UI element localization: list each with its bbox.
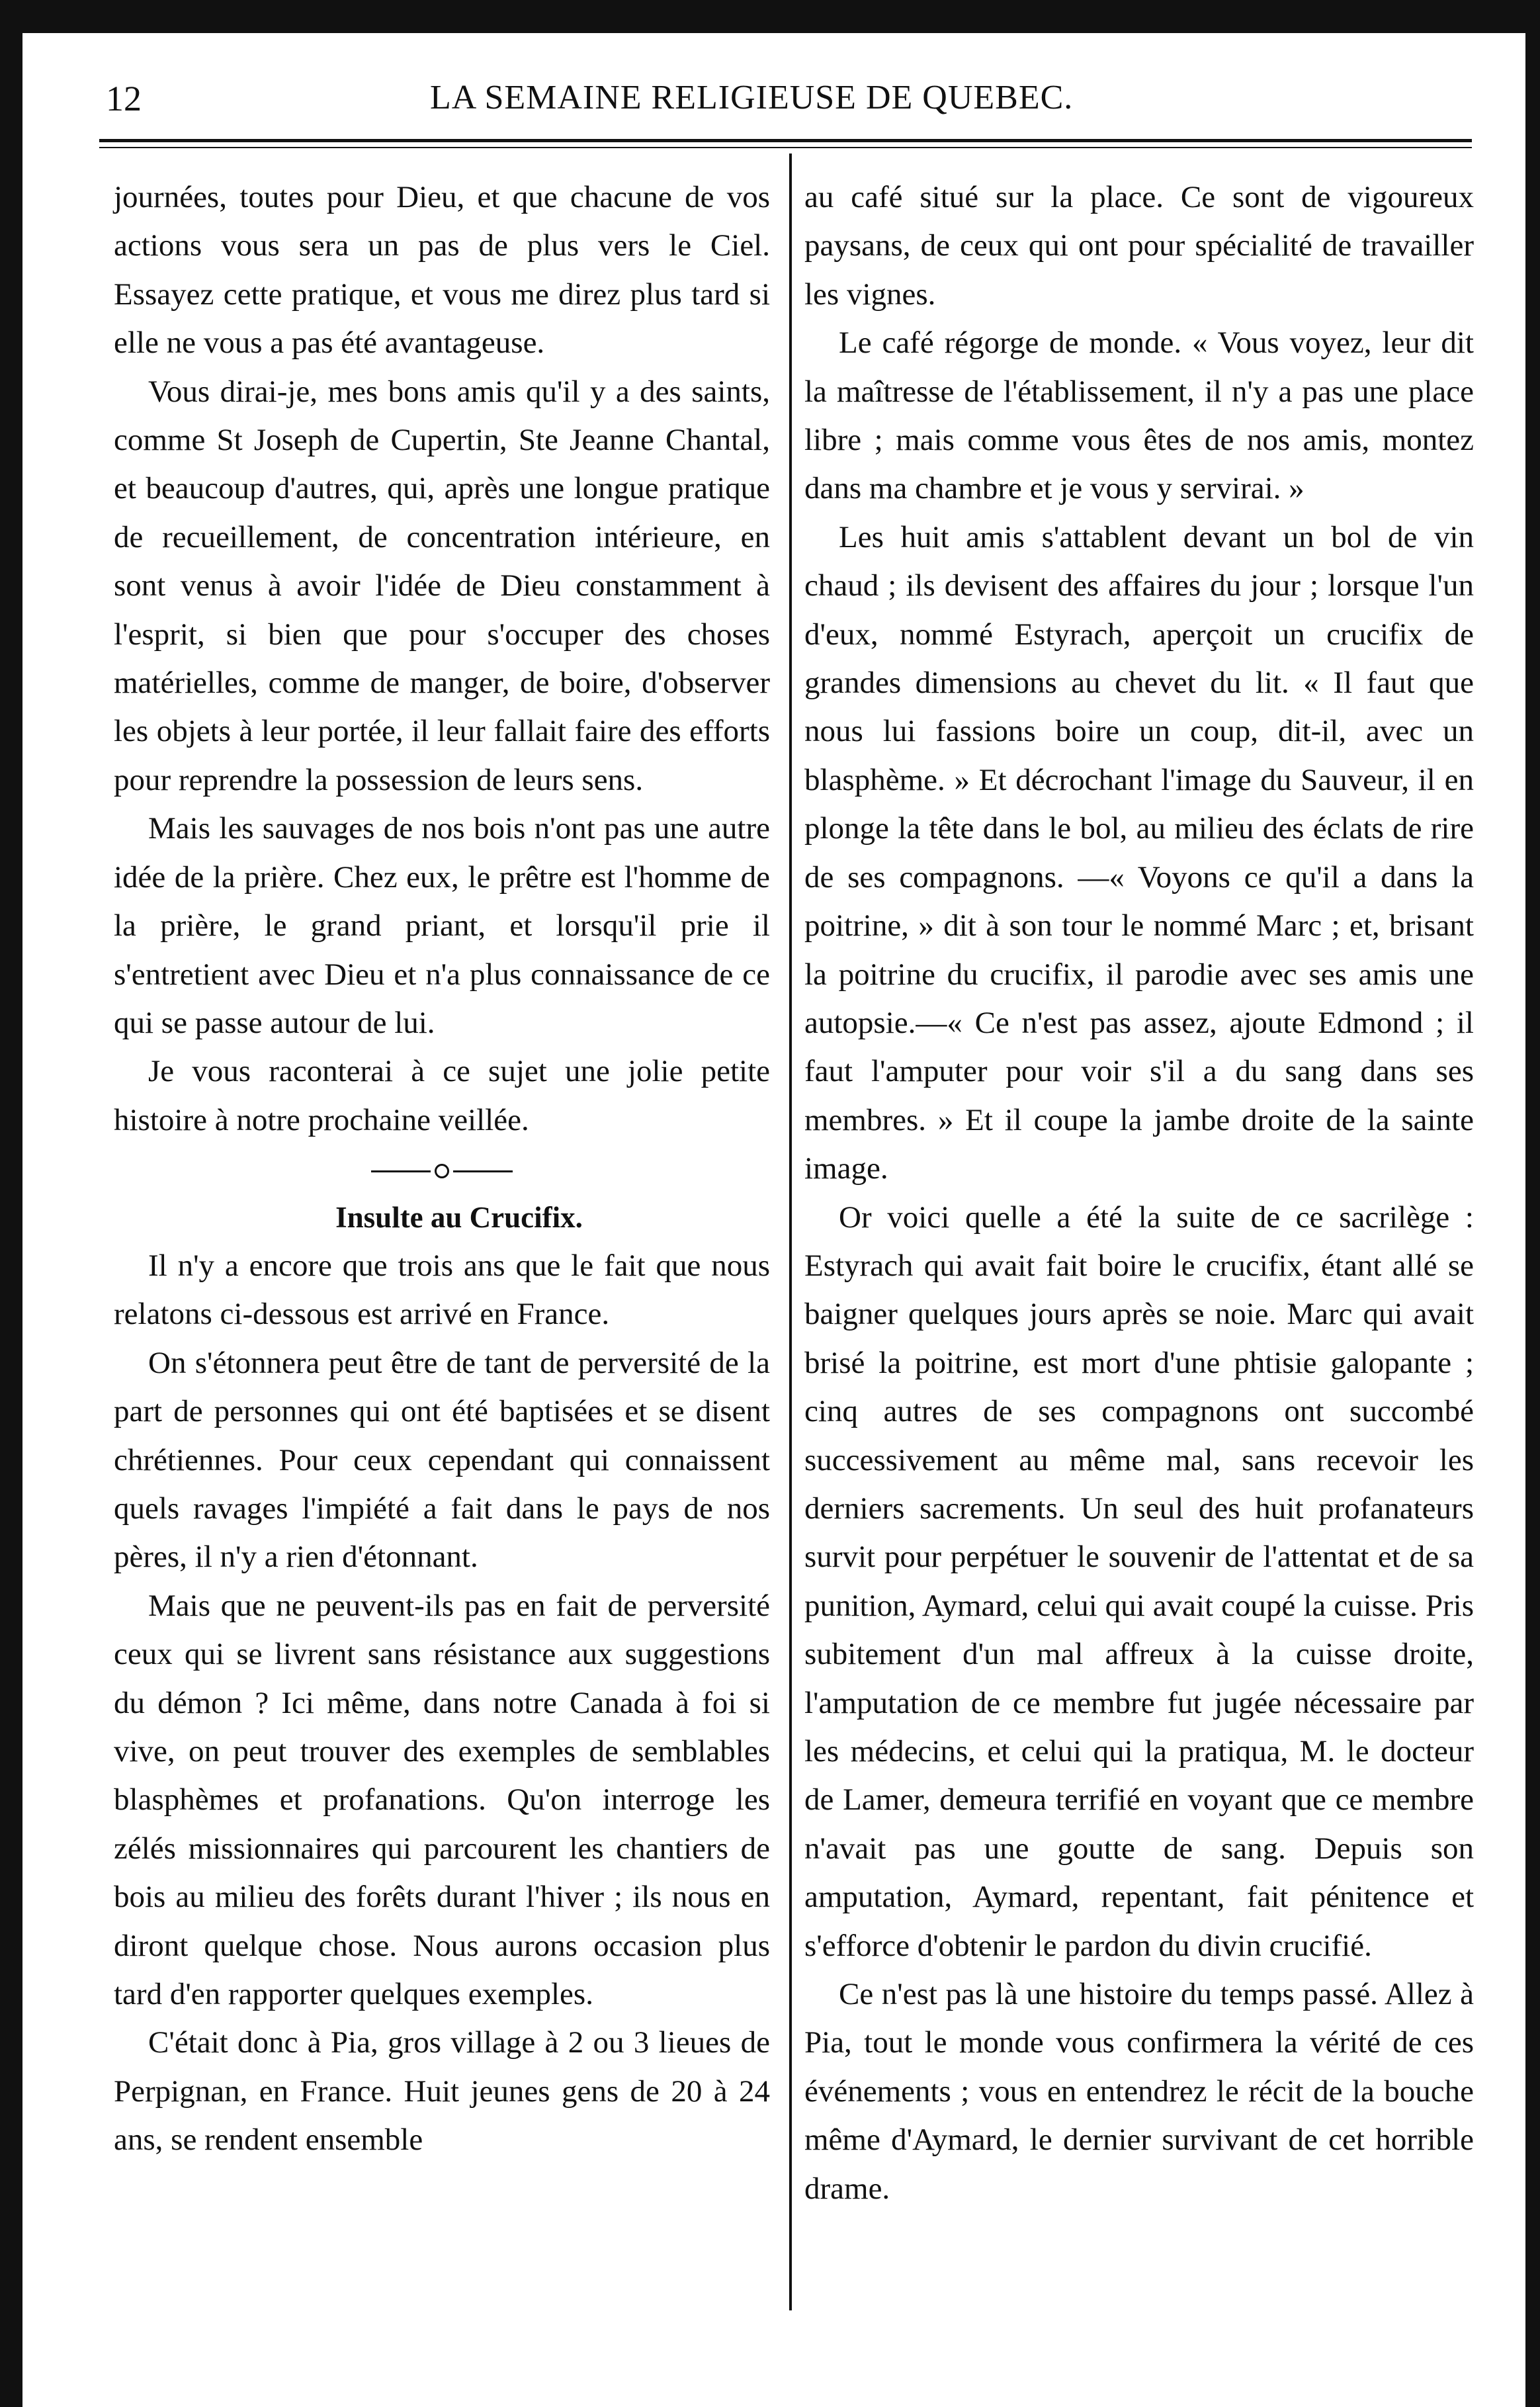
section-separator	[114, 1145, 770, 1193]
left-paragraph-7: Mais que ne peuvent-ils pas en fait de perversité ceux qui se livrent sans résistance aux suggestions du démon ? Ici même, dans notre Canada à foi si vive, on peut trouver des exemples de semblables blasphèmes et profanations. Qu'on interroge les zélés missionnaires qui parcourent les chantiers de bois au milieu des forêts durant l'hiver ; ils nous en diront quelque chose. Nous aurons occasion plus tard d'en rapporter quelques exemples.	[114, 1588, 770, 2012]
separator-ornament-icon	[435, 1164, 449, 1178]
header-rule-thin	[99, 147, 1472, 148]
left-paragraph-5: Il n'y a encore que trois ans que le fait que nous relatons ci-dessous est arrivé en France.	[114, 1248, 770, 1332]
column-divider	[789, 153, 792, 2310]
section-title: Insulte au Crucifix.	[335, 1200, 583, 1234]
running-title: LA SEMAINE RELIGIEUSE DE QUEBEC.	[430, 79, 1074, 116]
left-paragraph-6: On s'étonnera peut être de tant de perversité de la part de personnes qui ont été baptisées et se disent chrétiennes. Pour ceux cependant qui connaissent quels ravages l'impiété a fait dans le pays de nos pères, il n'y a rien d'étonnant.	[114, 1345, 770, 1575]
left-paragraph-4: Je vous raconterai à ce sujet une jolie petite histoire à notre prochaine veillée.	[114, 1054, 770, 1137]
right-column	[804, 173, 1474, 2213]
left-paragraph-1: journées, toutes pour Dieu, et que chacune de vos actions vous sera un pas de plus vers le Ciel. Essayez cette pratique, et vous me direz plus tard si elle ne vous a pas été avantageuse.	[114, 180, 770, 361]
right-paragraph-5: Ce n'est pas là une histoire du temps passé. Allez à Pia, tout le monde vous confirmera la vérité de ces événements ; vous en entendrez le récit de la bouche même d'Aymard, le dernier survivant de cet horrible drame.	[804, 1977, 1474, 2206]
right-paragraph-4: Or voici quelle a été la suite de ce sacrilège : Estyrach qui avait fait boire le crucifix, étant allé se baigner quelques jours après se noie. Marc qui avait brisé la poitrine, est mort d'une phtisie galopante ; cinq autres de ses compagnons ont succombé successivement au même mal, sans recevoir les derniers sacrements. Un seul des huit profanateurs survit pour perpétuer le souvenir de l'attentat et de sa punition, Aymard, celui qui avait coupé la cuisse. Pris subitement d'un mal affreux à la cuisse droite, l'amputation de ce membre fut jugée nécessaire par les médecins, et celui qui la pratiqua, M. le docteur de Lamer, demeura terrifié en voyant que ce membre n'avait pas une goutte de sang. Depuis son amputation, Aymard, repentant, fait pénitence et s'efforce d'obtenir le pardon du divin crucifié.	[804, 1200, 1474, 1963]
header-rule-thick	[99, 139, 1472, 142]
separator-line-left	[371, 1170, 431, 1172]
left-paragraph-8: C'était donc à Pia, gros village à 2 ou 3 lieues de Perpignan, en France. Huit jeunes gens de 20 à 24 ans, se rendent ensemble	[114, 2025, 770, 2158]
right-paragraph-1: au café situé sur la place. Ce sont de vigoureux paysans, de ceux qui ont pour spécialité de travailler les vignes.	[804, 180, 1474, 312]
left-paragraph-3: Mais les sauvages de nos bois n'ont pas une autre idée de la prière. Chez eux, le prêtre est l'homme de la prière, le grand priant, et lorsqu'il prie il s'entretient avec Dieu et n'a plus connaissance de ce qui se passe autour de lui.	[114, 811, 770, 1040]
page-left-border	[0, 0, 22, 2407]
right-paragraph-3: Les huit amis s'attablent devant un bol de vin chaud ; ils devisent des affaires du jour ; lorsque l'un d'eux, nommé Estyrach, aperçoit un crucifix de grandes dimensions au chevet du lit. « Il faut que nous lui fassions boire un coup, dit-il, avec un blasphème. » Et décrochant l'image du Sauveur, il en plonge la tête dans le bol, au milieu des éclats de rire de ses compagnons. —« Voyons ce qu'il a dans la poitrine, » dit à son tour le nommé Marc ; et, brisant la poitrine du crucifix, il parodie avec ses amis une autopsie.—« Ce n'est pas assez, ajoute Edmond ; il faut l'amputer pour voir s'il a du sang dans ses membres. » Et il coupe la jambe droite de la sainte image.	[804, 519, 1474, 1186]
page-right-border	[1525, 0, 1540, 2407]
left-column	[114, 173, 770, 2165]
page-number: 12	[106, 79, 142, 118]
right-paragraph-2: Le café régorge de monde. « Vous voyez, leur dit la maîtresse de l'établissement, il n'y a pas une place libre ; mais comme vous êtes de nos amis, montez dans ma chambre et je vous y servirai. »	[804, 326, 1474, 506]
separator-line-right	[453, 1170, 513, 1172]
page-top-border	[0, 0, 1540, 33]
left-paragraph-2: Vous dirai-je, mes bons amis qu'il y a des saints, comme St Joseph de Cupertin, Ste Jeanne Chantal, et beaucoup d'autres, qui, après une longue pratique de recueillement, de concentration intérieure, en sont venus à avoir l'idée de Dieu constamment à l'esprit, si bien que pour s'occuper des choses matérielles, comme de manger, de boire, d'observer les objets à leur portée, il leur fallait faire des efforts pour reprendre la possession de leurs sens.	[114, 374, 770, 797]
